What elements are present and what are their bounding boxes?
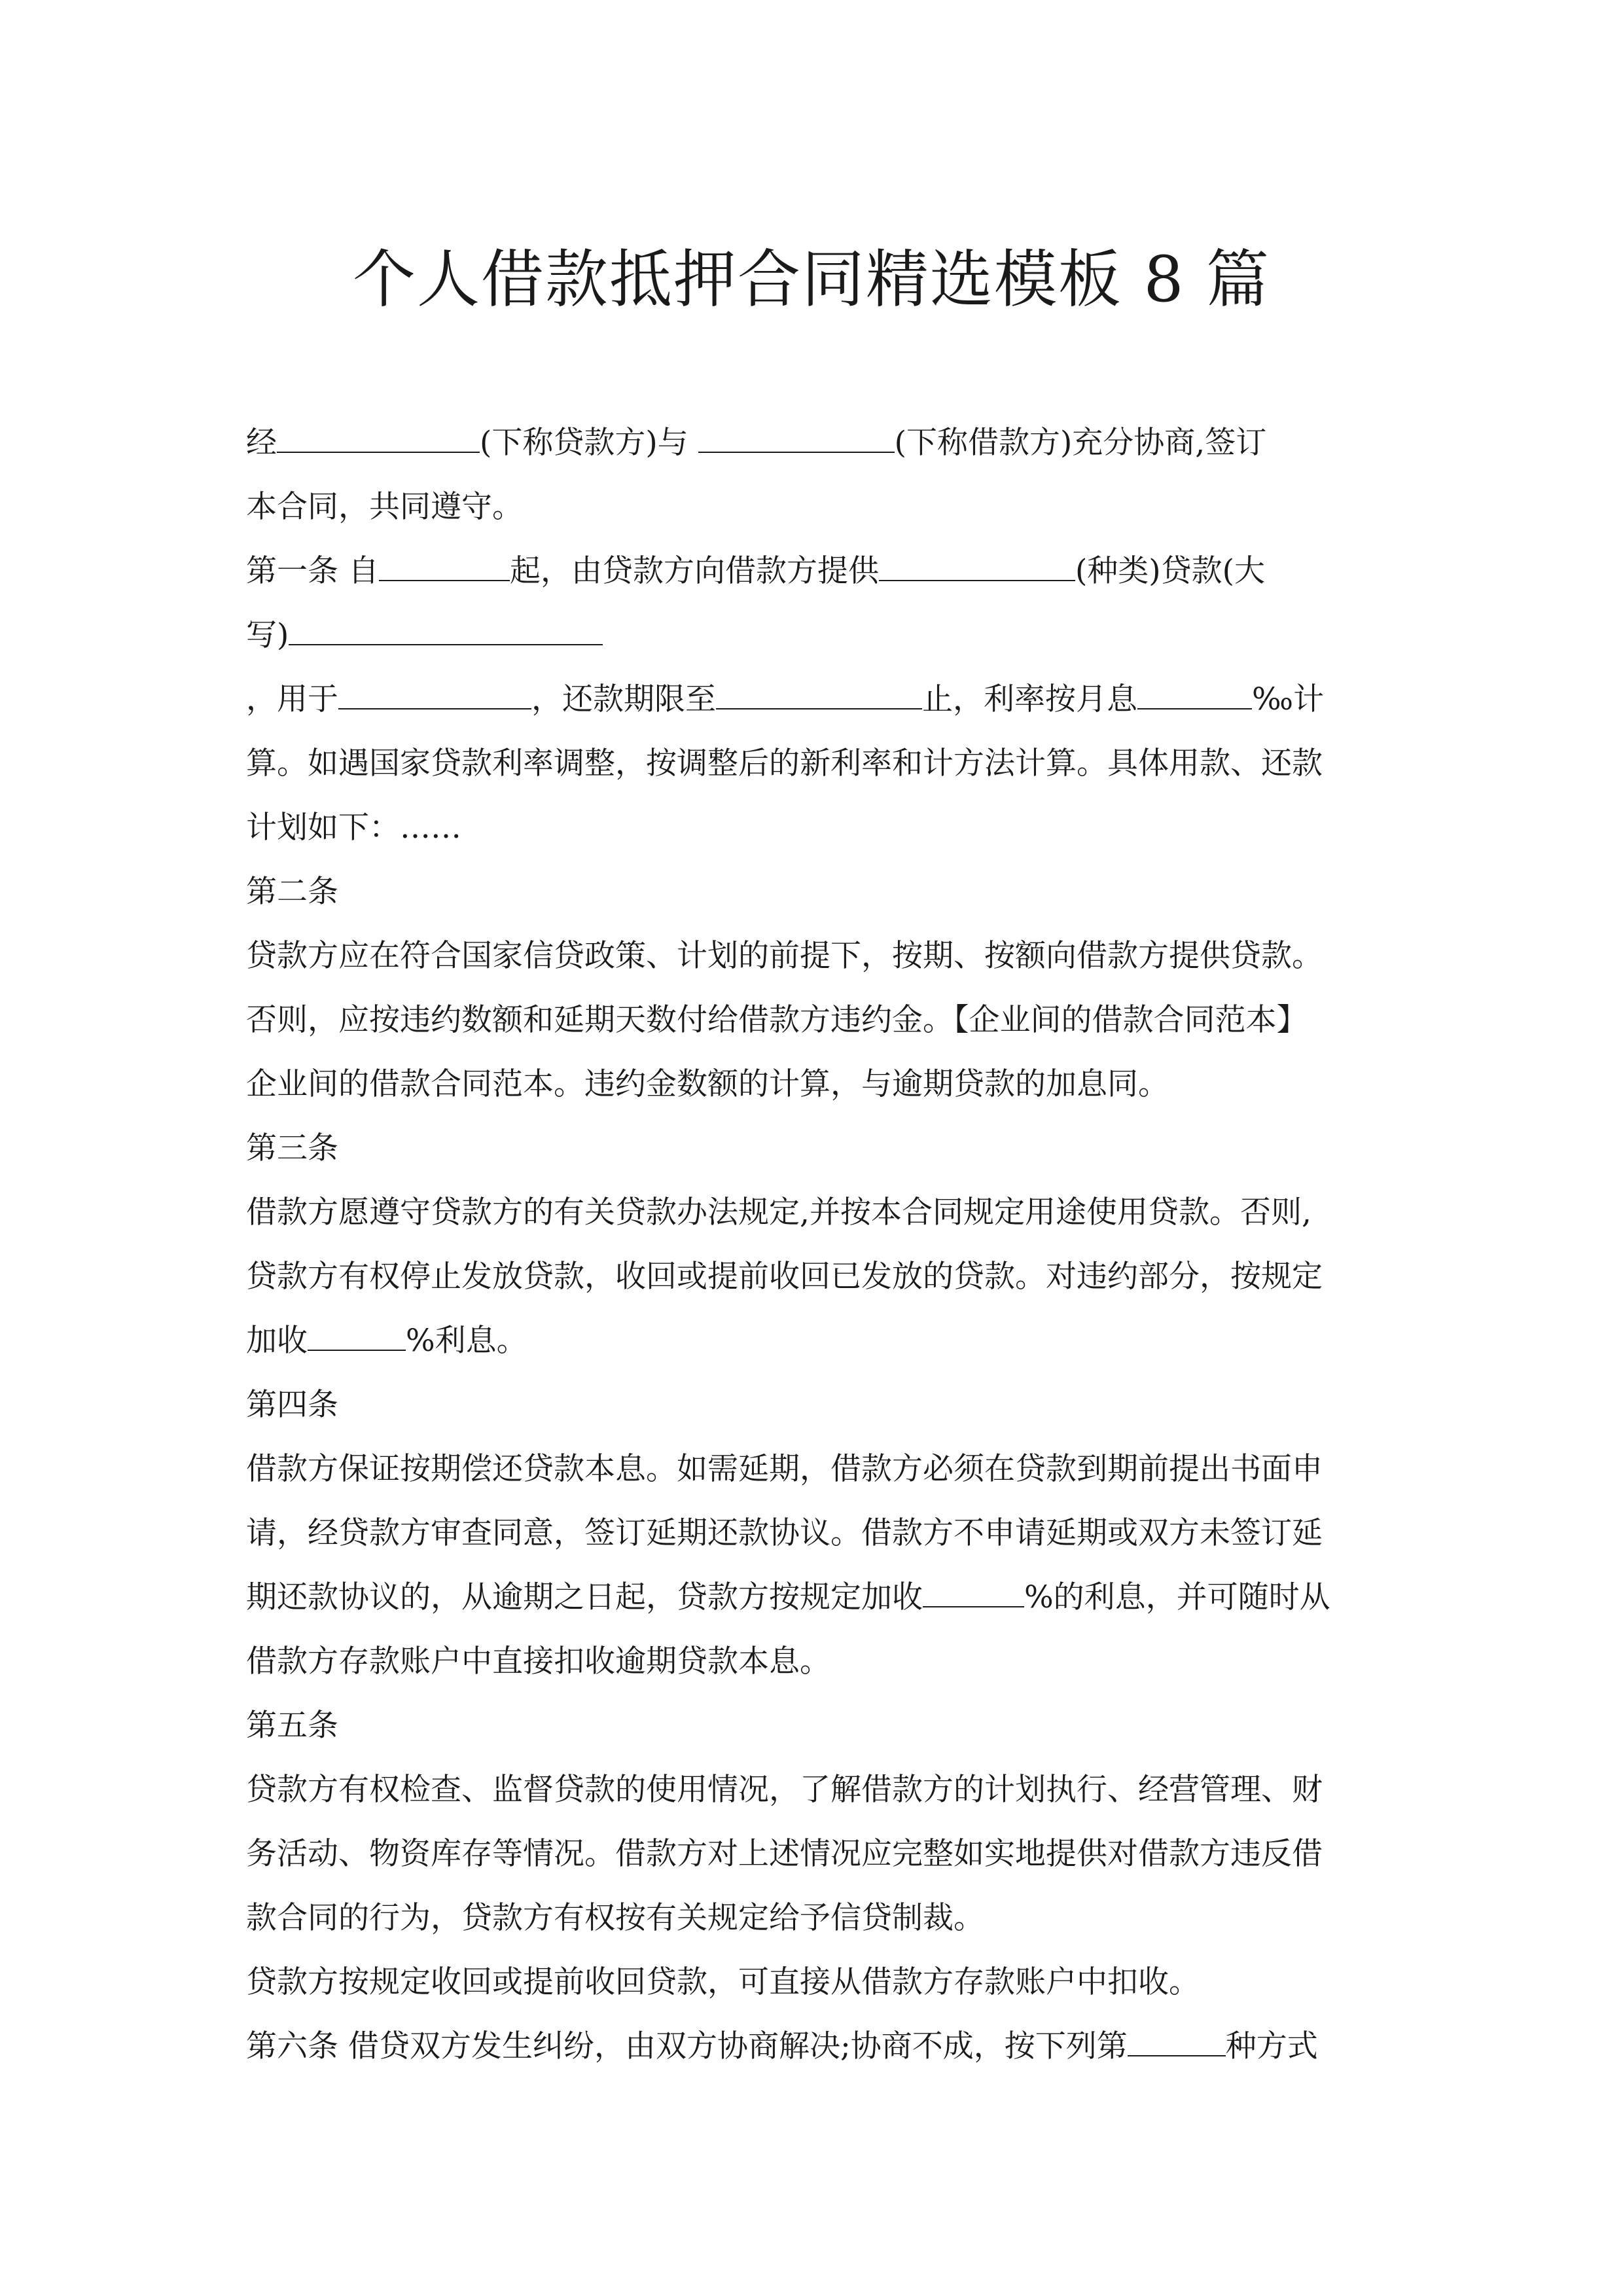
article-heading: 第二条 (246, 874, 338, 910)
text-line: 请，经贷款方审查同意，签订延期还款协议。借款方不申请延期或双方未签订延 (246, 1515, 1323, 1551)
fill-in-blank (698, 423, 895, 453)
fill-in-blank (879, 551, 1075, 581)
text-segment: ，还款期限至 (531, 681, 716, 717)
text-line: 借款方保证按期偿还贷款本息。如需延期，借款方必须在贷款到期前提出书面申 (246, 1451, 1323, 1487)
text-line: 本合同，共同遵守。 (246, 489, 523, 525)
article-heading: 第五条 (246, 1708, 338, 1744)
fill-in-blank (277, 423, 480, 453)
fill-in-blank (1128, 2026, 1226, 2056)
text-line (246, 539, 1398, 603)
fill-in-blank (308, 1321, 406, 1351)
text-line: 计划如下：…… (246, 810, 461, 846)
text-line (246, 668, 1398, 732)
text-segment: 种方式 (1225, 2028, 1318, 2064)
text-line: 务活动、物资库存等情况。借款方对上述情况应完整如实地提供对借款方违反借 (246, 1836, 1323, 1872)
text-line (246, 603, 1398, 668)
fill-in-blank (338, 679, 531, 709)
document-title: 个人借款抵押合同精选模板 8 篇 (352, 243, 1271, 317)
text-line (246, 1566, 1398, 1630)
text-segment: 止，利率按月息 (922, 681, 1137, 717)
text-line: 否则，应按违约数额和延期天数付给借款方违约金。【企业间的借款合同范本】 (246, 1002, 1308, 1038)
article-heading: 第三条 (246, 1130, 338, 1166)
text-line: 贷款方有权停止发放贷款，收回或提前收回已发放的贷款。对违约部分，按规定 (246, 1259, 1323, 1295)
text-line (246, 1309, 1398, 1373)
text-segment: 经 (246, 425, 277, 461)
text-segment: (下称借款方)充分协商,签订 (894, 425, 1267, 461)
text-segment: 期还款协议的，从逾期之日起，贷款方按规定加收 (246, 1579, 923, 1615)
text-segment: 第六条 借贷双方发生纠纷，由双方协商解决;协商不成，按下列第 (246, 2028, 1128, 2064)
text-segment: 加收 (246, 1323, 308, 1359)
text-segment: 写) (246, 617, 289, 653)
text-line: 贷款方有权检查、监督贷款的使用情况，了解借款方的计划执行、经营管理、财 (246, 1772, 1323, 1808)
article-heading: 第四条 (246, 1387, 338, 1423)
fill-in-blank (923, 1577, 1024, 1607)
text-segment: %的利息，并可随时从 (1024, 1579, 1330, 1615)
text-segment: ，用于 (246, 681, 338, 717)
text-segment: 起，由贷款方向借款方提供 (509, 553, 879, 589)
text-line: 款合同的行为，贷款方有权按有关规定给予信贷制裁。 (246, 1900, 984, 1936)
fill-in-blank (379, 551, 510, 581)
text-segment: %利息。 (406, 1323, 527, 1359)
text-line: 借款方存款账户中直接扣收逾期贷款本息。 (246, 1643, 830, 1679)
fill-in-blank (1137, 679, 1252, 709)
text-segment: (种类)贷款(大 (1075, 553, 1265, 589)
text-line: 算。如遇国家贷款利率调整，按调整后的新利率和计方法计算。具体用款、还款 (246, 745, 1323, 781)
text-segment: 第一条 自 (246, 553, 379, 589)
text-segment: ‰计 (1252, 681, 1325, 717)
text-line: 借款方愿遵守贷款方的有关贷款办法规定,并按本合同规定用途使用贷款。否则, (246, 1194, 1311, 1230)
document-body (246, 411, 1398, 2079)
text-line (246, 411, 1398, 475)
text-line: 贷款方按规定收回或提前收回贷款，可直接从借款方存款账户中扣收。 (246, 1964, 1200, 2000)
fill-in-blank (716, 679, 922, 709)
fill-in-blank (289, 615, 603, 645)
text-segment: (下称贷款方)与 (480, 425, 698, 461)
text-line (246, 2015, 1398, 2079)
text-line: 贷款方应在符合国家信贷政策、计划的前提下，按期、按额向借款方提供贷款。 (246, 938, 1323, 974)
text-line: 企业间的借款合同范本。违约金数额的计算，与逾期贷款的加息同。 (246, 1066, 1169, 1102)
